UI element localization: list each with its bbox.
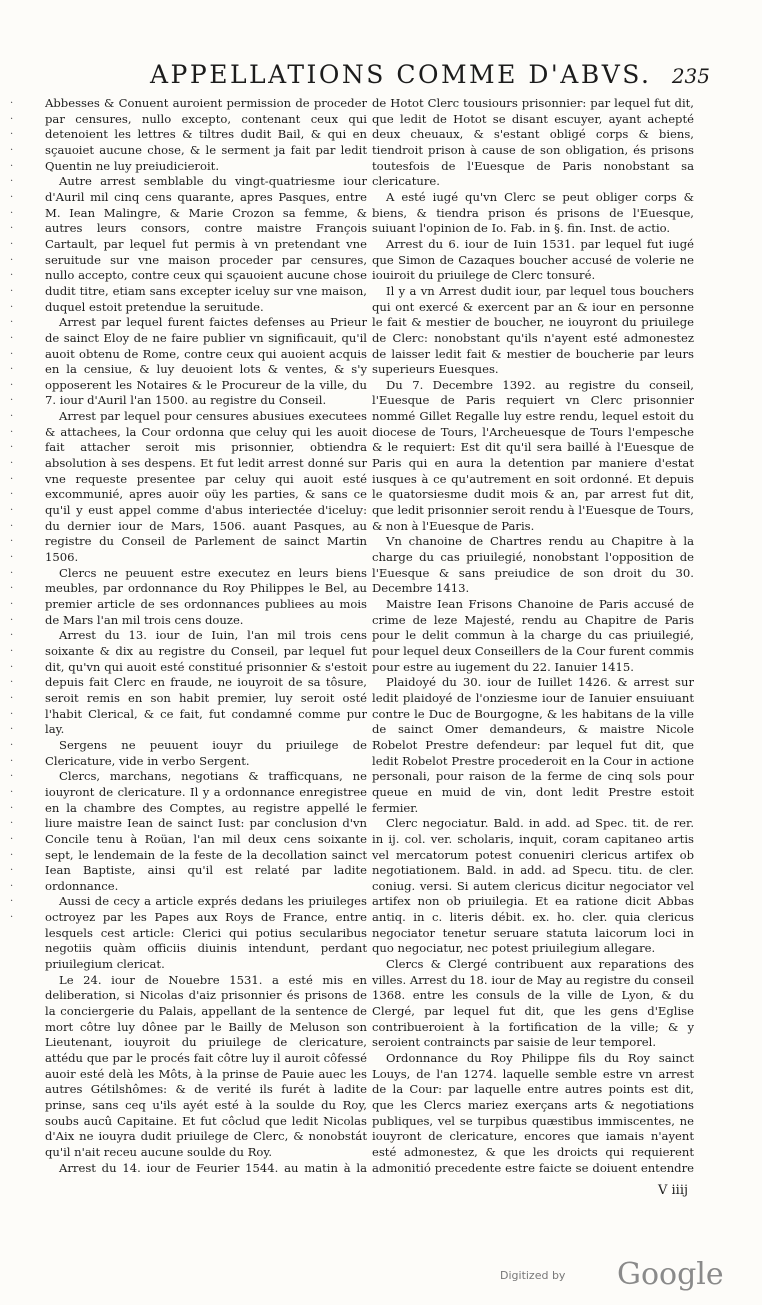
margin-mark: · <box>10 865 14 877</box>
paragraph: Du 7. Decembre 1392. au registre du conseil, l'Euesque de Paris requiert vn Clerc prisonnier nommé Gillet Regalle luy estre rendu, lequel estoit du diocese de Tours, l'Archeuesque de Tours l'empesche & le requiert: Est dit qu'il sera baillé à l'Euesque de Paris qui en aura la detention par maniere d'estat iusques à ce qu'autrement en soit ordonné. Et depuis le quatorsiesme dudit mois & an, par arrest fut dit, que ledit prisonnier seroit rendu à l'Euesque de Tours, & non à l'Euesque de Paris. <box>372 377 694 533</box>
margin-mark: · <box>10 113 14 125</box>
paragraph: Vn chanoine de Chartres rendu au Chapitre à la charge du cas priuilegié, nonobstant l'opposition de l'Euesque & sans preiudice de son droit du 30. Decembre 1413. <box>372 534 694 596</box>
margin-mark: · <box>10 505 14 517</box>
margin-mark: · <box>10 191 14 203</box>
running-title: APPELLATIONS COMME D'ABVS. <box>150 60 652 89</box>
paragraph: Ordonnance du Roy Philippe fils du Roy sainct Louys, de l'an 1274. laquelle semble estre vn arrest de la Cour: par laquelle entre autres points est dit, que les Clercs mariez exerçans arts & negotiations publiques, vel se turpibus quæstibus immiscentes, ne iouyront de clericature, encores que iamais n'ayent esté admonestez, & que les droicts qui requierent admonitió precedente estre faicte se doiuent entendre <box>372 1051 694 1175</box>
margin-mark: · <box>10 473 14 485</box>
paragraph: Clercs, marchans, negotians & trafficquans, ne iouyront de clericature. Il y a ordonnance enregistree en la chambre des Comptes, au registre appellé le liure maistre Iean de sainct Iust: par conclusion d'vn Concile tenu à Roüan, l'an mil deux cens soixante sept, le lendemain de la feste de la decollation sainct Iean Baptiste, ainsi qu'il est relaté par ladite ordonnance. <box>45 769 367 893</box>
paragraph: Sergens ne peuuent iouyr du priuilege de Clericature, vide in verbo Sergent. <box>45 737 367 768</box>
paragraph: A esté iugé qu'vn Clerc se peut obliger corps & biens, & tiendra prison és prisons de l'Euesque, suiuant l'opinion de Io. Fab. in §. fin. Inst. de actio. <box>372 189 694 236</box>
margin-mark: · <box>10 536 14 548</box>
paragraph: Il y a vn Arrest dudit iour, par lequel tous bouchers qui ont exercé & exercent par an & iour en personne le fait & mestier de boucher, ne iouyront du priuilege de Clerc: nonobstant qu'ils n'ayent esté admonestez de laisser ledit fait & mestier de boucherie par leurs superieurs Euesques. <box>372 283 694 377</box>
margin-mark: · <box>10 567 14 579</box>
margin-mark: · <box>10 254 14 266</box>
margin-mark: · <box>10 395 14 407</box>
paragraph: Arrest du 13. iour de Iuin, l'an mil trois cens soixante & dix au registre du Conseil, par lequel fut dit, qu'vn qui auoit esté constitué prisonnier & s'estoit depuis fait Clerc en fraude, ne iouyroit de sa tôsure, seroit remis en son habit premier, luy seroit osté l'habit Clerical, & ce fait, fut condamné comme pur lay. <box>45 628 367 737</box>
margin-mark: · <box>10 661 14 673</box>
google-logo <box>615 1254 725 1292</box>
margin-mark: · <box>10 771 14 783</box>
margin-mark: · <box>10 630 14 642</box>
margin-mark: · <box>10 129 14 141</box>
margin-mark: · <box>10 520 14 532</box>
left-column <box>45 96 367 1176</box>
margin-mark: · <box>10 786 14 798</box>
paragraph: Arrest du 14. iour de Feurier 1544. au matin à la <box>59 1160 367 1175</box>
margin-marks <box>10 96 24 926</box>
margin-mark: · <box>10 614 14 626</box>
margin-mark: · <box>10 599 14 610</box>
digitization-watermark <box>500 1252 724 1292</box>
margin-mark: · <box>10 458 14 470</box>
margin-mark: · <box>10 880 14 892</box>
margin-mark: · <box>10 270 14 282</box>
paragraph: Le 24. iour de Nouebre 1531. a esté mis en deliberation, si Nicolas d'aiz prisonnier és prisons de la conciergerie du Palais, appellant de la sentence de mort côtre luy dônee par le Bailly de Meluson son Lieutenant, iouyroit du priuilege de clericature, attédu que par le procés fait côtre luy il auroit côfessé auoir esté delà les Môts, à la prinse de Pauie auec les autres Gétilshômes: & de verité ils furét à ladite prinse, sans ceq u'ils ayét esté à la soulde du Roy, soubs aucû Capitaine. Et fut côclud que ledit Nicolas d'Aix ne iouyra dudit priuilege de Clerc, & nonobstát qu'il n'ait receu aucune soulde du Roy. <box>45 972 367 1159</box>
margin-mark: · <box>10 677 14 689</box>
digitized-by-label: Digitized by <box>500 1269 566 1282</box>
margin-mark: · <box>10 583 14 595</box>
paragraph: Clercs & Clergé contribuent aux reparations des villes. Arrest du 18. iour de May au registre du conseil 1368. entre les consuls de la ville de Lyon, & du Clergé, par lequel fut dit, que les gens d'Eglise contribueroient à la fortification de la ville; & y seroient contraincts par saisie de leur temporel. <box>372 957 694 1050</box>
paragraph: Arrest par lequel furent faictes defenses au Prieur de sainct Eloy de ne faire publier vn significauit, qu'il auoit obtenu de Rome, contre ceux qui auoient acquis en la censiue, & luy deuoient lots & ventes, & s'y opposerent les Notaires & le Procureur de la ville, du 7. iour d'Auril l'an 1500. au registre du Conseil. <box>45 315 367 408</box>
margin-mark: · <box>10 411 14 423</box>
margin-mark: · <box>10 739 14 751</box>
margin-mark: · <box>10 364 14 376</box>
margin-mark: · <box>10 755 14 767</box>
paragraph: de Hotot Clerc tousiours prisonnier: par lequel fut dit, que ledit de Hotot se disant escuyer, ayant achepté deux cheuaux, & s'estant obligé corps & biens, tiendroit prison à cause de son obligation, és prisons toutesfois de l'Euesque de Paris nonobstant sa clericature. <box>372 96 694 189</box>
page-header <box>150 60 710 94</box>
paragraph: Maistre Iean Frisons Chanoine de Paris accusé de crime de leze Majesté, rendu au Chapitre de Paris pour le delit commun à la charge du cas priuilegié, pour lequel deux Conseillers de la Cour furent commis pour estre au iugement du 22. Ianuier 1415. <box>372 597 694 674</box>
margin-mark: · <box>10 207 14 219</box>
signature-mark: V iiij <box>658 1183 689 1198</box>
page-number: 235 <box>671 64 710 88</box>
margin-mark: · <box>10 160 14 172</box>
margin-mark: · <box>10 301 14 313</box>
margin-mark: · <box>10 724 14 736</box>
margin-mark: · <box>10 802 14 814</box>
margin-mark: · <box>10 238 14 250</box>
margin-mark: · <box>10 426 14 438</box>
margin-mark: · <box>10 818 14 830</box>
paragraph: Clerc negociatur. Bald. in add. ad Spec. tit. de rer. in ij. col. ver. scholaris, inquit, coram capitaneo artis vel mercatorum potest conueniri clericus artifex ob negotiationem. Bald. in add. ad Specu. titu. de cler. coniug. versi. Si autem clericus dicitur negociator vel artifex non ob priuilegia. Et ea ratione dicit Abbas antiq. in c. literis débit. ex. ho. cler. quia clericus negociator tenetur seruare statuta laicorum loci in quo negociatur, nec potest priuilegium allegare. <box>372 816 694 956</box>
right-column <box>372 96 694 1176</box>
margin-mark: · <box>10 379 14 391</box>
margin-mark: · <box>10 317 14 329</box>
margin-mark: · <box>10 912 14 924</box>
margin-mark: · <box>10 144 14 156</box>
margin-mark: · <box>10 896 14 908</box>
margin-mark: · <box>10 176 14 188</box>
margin-mark: · <box>10 285 14 297</box>
paragraph: Clercs ne peuuent estre executez en leurs biens meubles, par ordonnance du Roy Philippes le Bel, au premier article de ses ordonnances publiees au mois de Mars l'an mil trois cens douze. <box>45 565 367 627</box>
paragraph: Arrest du 6. iour de Iuin 1531. par lequel fut iugé que Simon de Cazaques boucher accusé de volerie ne iouiroit du priuilege de Clerc tonsuré. <box>372 236 694 283</box>
google-logo-text: Google <box>617 1257 724 1292</box>
margin-mark: · <box>10 833 14 845</box>
margin-mark: · <box>10 98 14 109</box>
margin-mark: · <box>10 348 14 360</box>
margin-mark: · <box>10 442 14 454</box>
paragraph: Autre arrest semblable du vingt-quatriesme iour d'Auril mil cinq cens quarante, apres Pasques, entre M. Iean Malingre, & Marie Crozon sa femme, & autres leurs consors, contre maistre François Cartault, par lequel fut permis à vn pretendant vne seruitude sur vne maison proceder par censures, nullo accepto, contre ceux qui sçauoient aucune chose dudit titre, etiam sans excepter iceluy sur vne maison, duquel estoit pretendue la seruitude. <box>45 174 367 314</box>
margin-mark: · <box>10 489 14 501</box>
margin-mark: · <box>10 332 14 344</box>
margin-mark: · <box>10 645 14 657</box>
paragraph: Abbesses & Conuent auroient permission de proceder par censures, nullo excepto, contenant ceux qui detenoient les lettres & tiltres dudit Bail, & qui en sçauoiet aucune chose, & le serment ja fait par ledit Quentin ne luy preiudicieroit. <box>45 96 367 173</box>
paragraph: Arrest par lequel pour censures abusiues executees & attachees, la Cour ordonna que celuy qui les auoit fait attacher seroit mis prisonnier, obtiendra absolution à ses despens. Et fut ledit arrest donné sur vne requeste presentee par celuy qui auoit esté excommunié, apres auoir oüy les parties, & sans ce qu'il y eust appel comme d'abus interiectée d'iceluy: du dernier iour de Mars, 1506. auant Pasques, au registre du Conseil de Parlement de sainct Martin 1506. <box>45 409 367 565</box>
paragraph: Aussi de cecy a article exprés dedans les priuileges octroyez par les Papes aux Roys de France, entre lesquels cest article: Clerici qui potius secularibus negotiis quàm officiis diuinis intendunt, perdant priuilegium clericat. <box>45 894 367 972</box>
margin-mark: · <box>10 708 14 720</box>
margin-mark: · <box>10 849 14 861</box>
margin-mark: · <box>10 223 14 235</box>
margin-mark: · <box>10 552 14 564</box>
margin-mark: · <box>10 692 14 704</box>
paragraph: Plaidoyé du 30. iour de Iuillet 1426. & arrest sur ledit plaidoyé de l'onziesme iour de Ianuier ensuiuant contre le Duc de Bourgogne, & les habitans de la ville de sainct Omer demandeurs, & maistre Nicole Robelot Prestre defendeur: par lequel fut dit, que ledit Robelot Prestre procederoit en la Cour in actione personali, pour raison de la ferme de cinq sols pour queue en muid de vin, dont ledit Prestre estoit fermier. <box>372 675 694 815</box>
